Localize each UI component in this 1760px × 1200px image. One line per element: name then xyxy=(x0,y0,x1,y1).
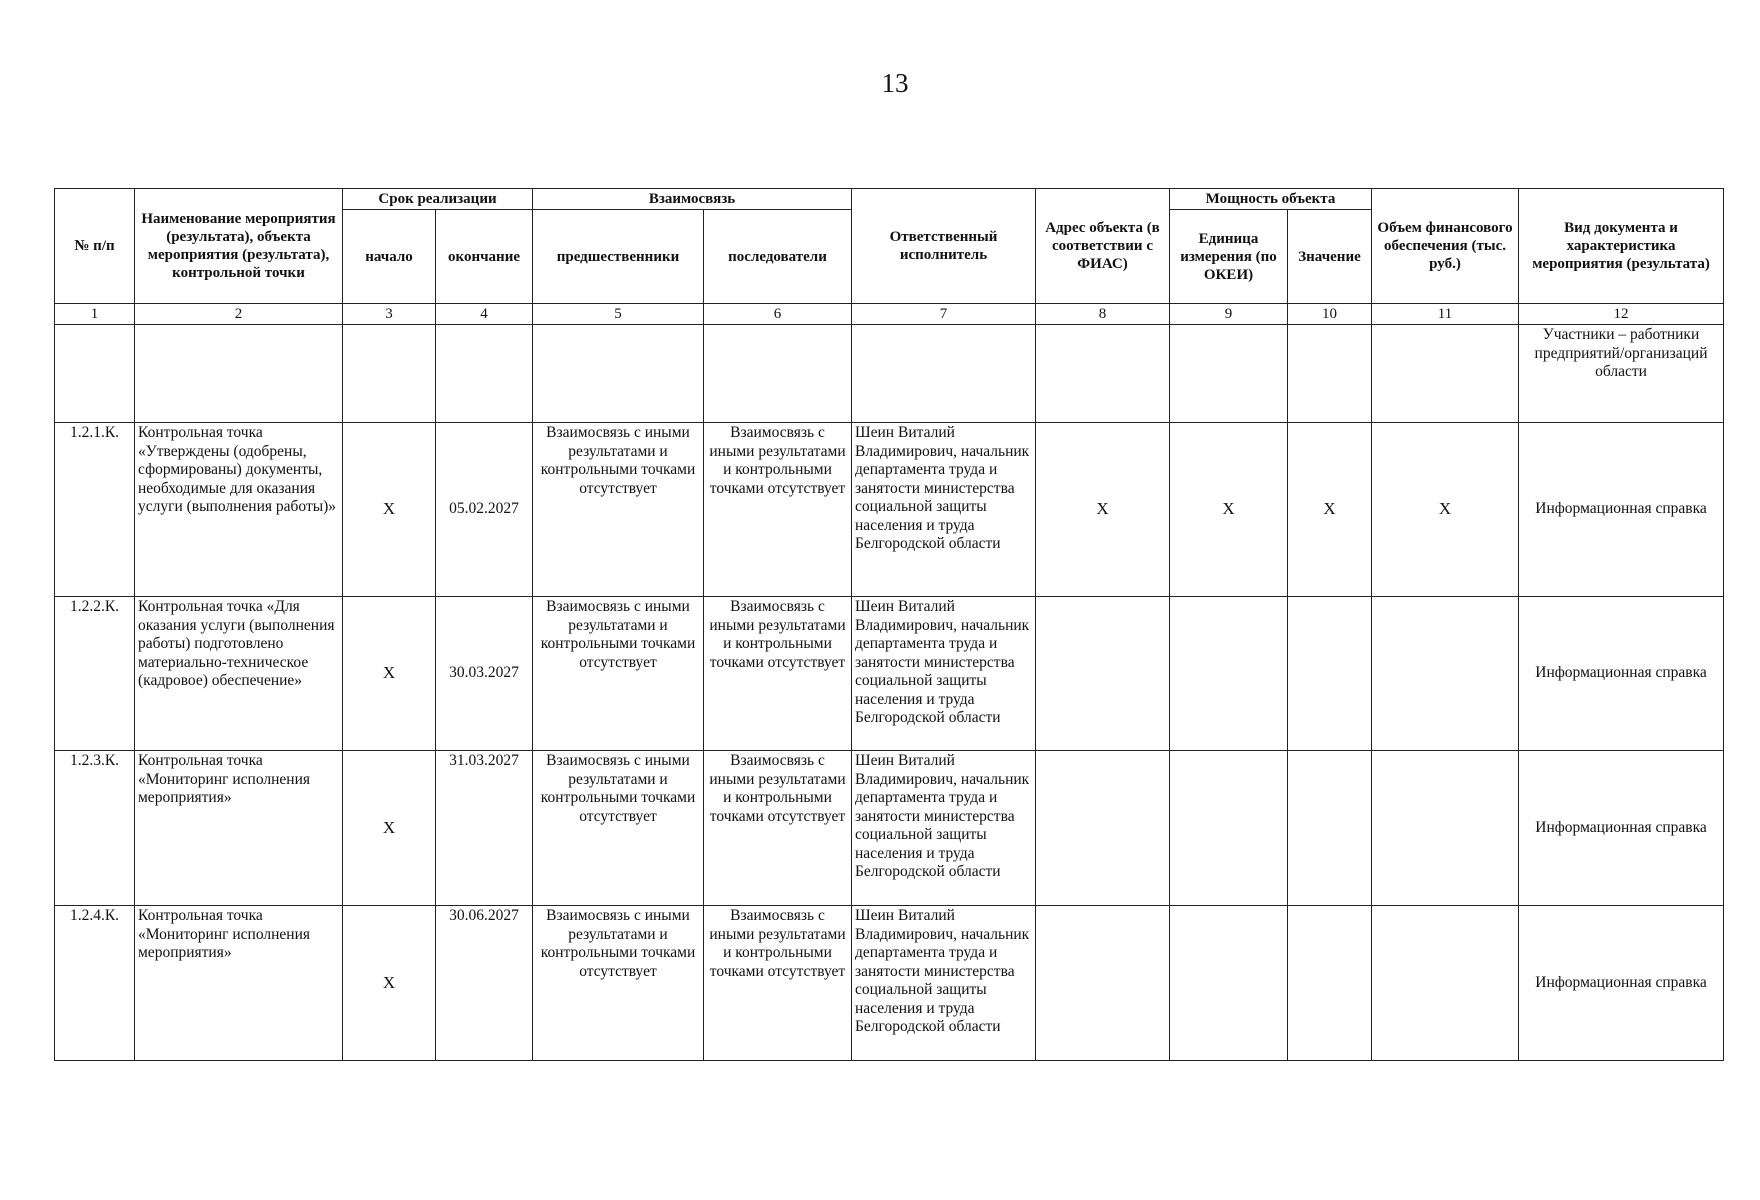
row-successors: Взаимосвязь с иными результатами и контрольными точками отсутствует xyxy=(704,751,852,906)
row-successors: Взаимосвязь с иными результатами и контрольными точками отсутствует xyxy=(704,423,852,597)
row-value xyxy=(1288,751,1372,906)
row-predecessors: Взаимосвязь с иными результатами и контрольными точками отсутствует xyxy=(533,751,704,906)
row-predecessors: Взаимосвязь с иными результатами и контрольными точками отсутствует xyxy=(533,597,704,751)
row-name: Контрольная точка «Мониторинг исполнения мероприятия» xyxy=(135,906,343,1061)
row-responsible: Шеин Виталий Владимирович, начальник департамента труда и занятости министерства социальной защиты населения и труда Белгородской области xyxy=(852,751,1036,906)
row-responsible: Шеин Виталий Владимирович, начальник департамента труда и занятости министерства социальной защиты населения и труда Белгородской области xyxy=(852,597,1036,751)
table-row xyxy=(55,906,1724,1061)
header-name: Наименование мероприятия (результата), объекта мероприятия (результата), контрольной точки xyxy=(135,189,343,304)
page-number: 13 xyxy=(881,68,909,98)
row-predecessors: Взаимосвязь с иными результатами и контрольными точками отсутствует xyxy=(533,906,704,1061)
continuation-doc-type: Участники – работники предприятий/организаций области xyxy=(1519,325,1724,423)
header-capacity-group: Мощность объекта xyxy=(1170,189,1372,210)
header-num: № п/п xyxy=(55,189,135,304)
column-number: 5 xyxy=(533,304,704,325)
row-address xyxy=(1036,597,1170,751)
column-number: 7 xyxy=(852,304,1036,325)
column-number: 3 xyxy=(343,304,436,325)
column-number: 6 xyxy=(704,304,852,325)
column-number: 2 xyxy=(135,304,343,325)
table-row xyxy=(55,423,1724,597)
header-link-pred: предшественники xyxy=(533,210,704,304)
row-num: 1.2.4.К. xyxy=(55,906,135,1061)
continuation-row xyxy=(55,325,1724,423)
column-number: 8 xyxy=(1036,304,1170,325)
row-unit xyxy=(1170,906,1288,1061)
header-link-group: Взаимосвязь xyxy=(533,189,852,210)
table-row xyxy=(55,751,1724,906)
row-name: Контрольная точка «Для оказания услуги (выполнения работы) подготовлено материально-техническое (кадровое) обеспечение» xyxy=(135,597,343,751)
row-num: 1.2.1.К. xyxy=(55,423,135,597)
row-address xyxy=(1036,751,1170,906)
row-end: 31.03.2027 xyxy=(436,751,533,906)
row-unit: X xyxy=(1170,423,1288,597)
row-address xyxy=(1036,906,1170,1061)
row-end: 30.03.2027 xyxy=(436,597,533,751)
table-header xyxy=(55,189,1724,325)
header-link-succ: последователи xyxy=(704,210,852,304)
row-responsible: Шеин Виталий Владимирович, начальник департамента труда и занятости министерства социальной защиты населения и труда Белгородской области xyxy=(852,423,1036,597)
column-number: 11 xyxy=(1372,304,1519,325)
column-number: 12 xyxy=(1519,304,1724,325)
row-successors: Взаимосвязь с иными результатами и контрольными точками отсутствует xyxy=(704,906,852,1061)
row-name: Контрольная точка «Мониторинг исполнения мероприятия» xyxy=(135,751,343,906)
column-number: 1 xyxy=(55,304,135,325)
row-name: Контрольная точка «Утверждены (одобрены, сформированы) документы, необходимые для оказания услуги (выполнения работы)» xyxy=(135,423,343,597)
column-number: 9 xyxy=(1170,304,1288,325)
row-start: X xyxy=(343,751,436,906)
table-body xyxy=(55,325,1724,1061)
row-doc: Информационная справка xyxy=(1519,906,1724,1061)
row-address: X xyxy=(1036,423,1170,597)
row-successors: Взаимосвязь с иными результатами и контрольными точками отсутствует xyxy=(704,597,852,751)
column-number: 4 xyxy=(436,304,533,325)
row-finance: X xyxy=(1372,423,1519,597)
header-term-end: окончание xyxy=(436,210,533,304)
header-term-group: Срок реализации xyxy=(343,189,533,210)
row-predecessors: Взаимосвязь с иными результатами и контрольными точками отсутствует xyxy=(533,423,704,597)
column-number-row xyxy=(55,304,1724,325)
row-doc: Информационная справка xyxy=(1519,423,1724,597)
row-value xyxy=(1288,597,1372,751)
row-value xyxy=(1288,906,1372,1061)
row-end: 30.06.2027 xyxy=(436,906,533,1061)
row-num: 1.2.2.К. xyxy=(55,597,135,751)
row-finance xyxy=(1372,751,1519,906)
header-responsible: Ответственный исполнитель xyxy=(852,189,1036,304)
header-capacity-value: Значение xyxy=(1288,210,1372,304)
column-number: 10 xyxy=(1288,304,1372,325)
row-unit xyxy=(1170,597,1288,751)
header-finance: Объем финансового обеспечения (тыс. руб.) xyxy=(1372,189,1519,304)
header-term-start: начало xyxy=(343,210,436,304)
row-start: X xyxy=(343,423,436,597)
header-capacity-unit: Единица измерения (по ОКЕИ) xyxy=(1170,210,1288,304)
row-doc: Информационная справка xyxy=(1519,597,1724,751)
row-responsible: Шеин Виталий Владимирович, начальник департамента труда и занятости министерства социальной защиты населения и труда Белгородской области xyxy=(852,906,1036,1061)
row-doc: Информационная справка xyxy=(1519,751,1724,906)
row-finance xyxy=(1372,906,1519,1061)
row-value: X xyxy=(1288,423,1372,597)
row-unit xyxy=(1170,751,1288,906)
row-start: X xyxy=(343,906,436,1061)
row-start: X xyxy=(343,597,436,751)
row-finance xyxy=(1372,597,1519,751)
plan-table xyxy=(54,188,1724,1061)
row-end: 05.02.2027 xyxy=(436,423,533,597)
row-num: 1.2.3.К. xyxy=(55,751,135,906)
header-doc-type: Вид документа и характеристика мероприятия (результата) xyxy=(1519,189,1724,304)
table-row xyxy=(55,597,1724,751)
header-address: Адрес объекта (в соответствии с ФИАС) xyxy=(1036,189,1170,304)
